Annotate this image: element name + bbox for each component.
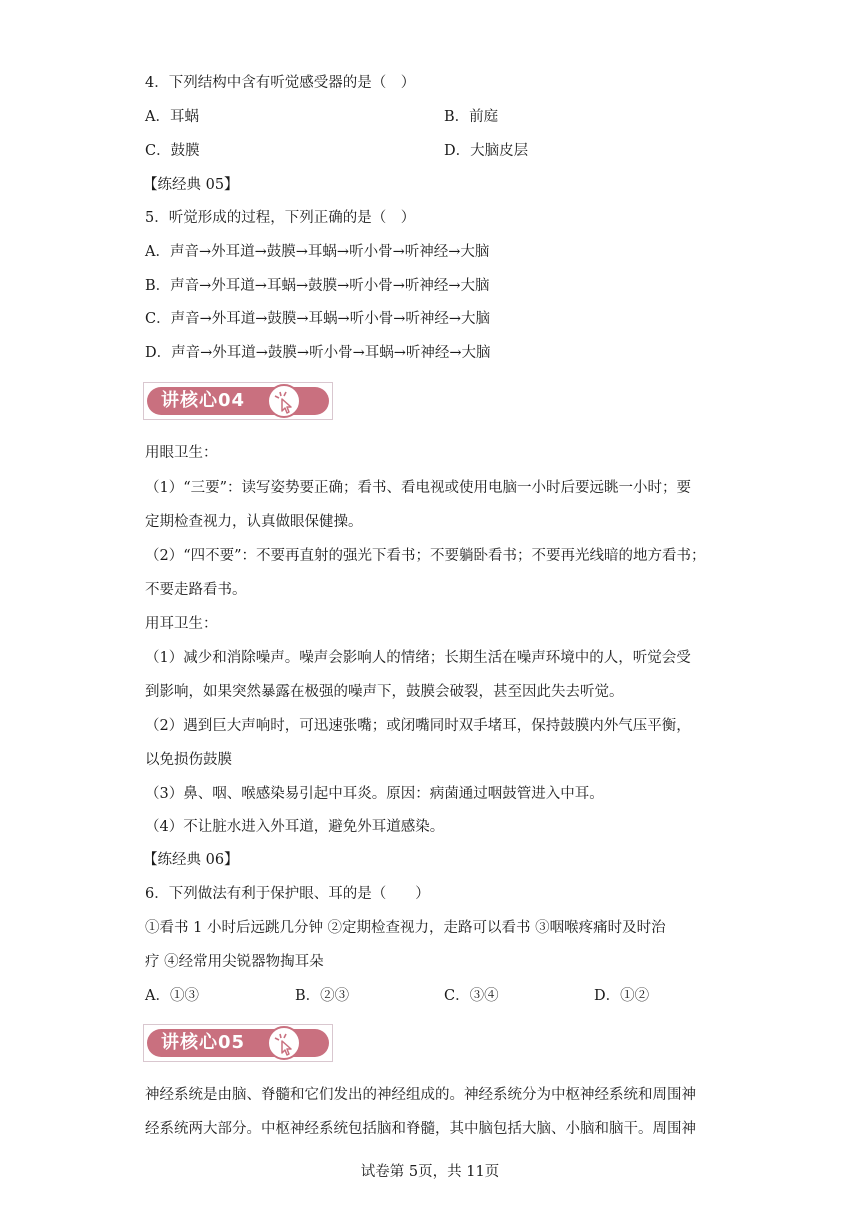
cursor-click-icon [267,1026,301,1060]
practice-06-heading: 【练经典 06】 [143,852,239,868]
q5-option-d: D．声音→外耳道→鼓膜→听小骨→耳蜗→听神经→大脑 [145,345,491,361]
eye-point-2-line-1: （2）“四不要”：不要再直射的强光下看书；不要躺卧看书；不要再光线暗的地方看书； [145,548,706,564]
q5-option-c: C．声音→外耳道→鼓膜→耳蜗→听小骨→听神经→大脑 [145,311,490,327]
ear-point-1-line-1: （1）减少和消除噪声。噪声会影响人的情绪；长期生活在噪声环境中的人，听觉会受 [145,650,691,666]
banner-pill [147,1029,329,1057]
eye-point-1-line-2: 定期检查视力，认真做眼保健操。 [145,514,363,530]
ear-point-1-line-2: 到影响，如果突然暴露在极强的噪声下，鼓膜会破裂，甚至因此失去听觉。 [145,684,624,700]
banner-pill [147,387,329,415]
q4-option-c: C．鼓膜 [145,143,200,159]
q6-option-c: C．③④ [444,988,499,1004]
q6-items-line-2: 疗 ④经常用尖锐器物掏耳朵 [145,954,324,970]
ear-point-4: （4）不让脏水进入外耳道，避免外耳道感染。 [145,819,445,835]
q4-option-a: A．耳蜗 [145,109,199,125]
core-04-label: 讲核心04 [161,390,246,411]
q6-option-d: D．①② [594,988,650,1004]
ear-point-2-line-2: 以免损伤鼓膜 [145,752,232,768]
q5-option-a: A．声音→外耳道→鼓膜→耳蜗→听小骨→听神经→大脑 [145,244,490,260]
ear-point-2-line-1: （2）遇到巨大声响时，可迅速张嘴；或闭嘴同时双手堵耳，保持鼓膜内外气压平衡， [145,718,691,734]
q4-option-d: D．大脑皮层 [444,143,529,159]
ear-hygiene-title: 用耳卫生： [145,616,218,632]
core-04-banner [143,382,333,420]
eye-hygiene-title: 用眼卫生： [145,445,218,461]
practice-05-heading: 【练经典 05】 [143,177,239,193]
eye-point-2-line-2: 不要走路看书。 [145,582,247,598]
q6-items-line-1: ①看书 1 小时后远跳几分钟 ②定期检查视力，走路可以看书 ③咽喉疼痛时及时治 [145,920,666,936]
core-05-banner [143,1024,333,1062]
q5-option-b: B．声音→外耳道→耳蜗→鼓膜→听小骨→听神经→大脑 [145,278,490,294]
eye-point-1-line-1: （1）“三要”：读写姿势要正确；看书、看电视或使用电脑一小时后要远眺一小时；要 [145,480,692,496]
core-05-label: 讲核心05 [161,1032,246,1053]
ear-point-3: （3）鼻、咽、喉感染易引起中耳炎。原因：病菌通过咽鼓管进入中耳。 [145,786,604,802]
q4-option-b: B．前庭 [444,109,499,125]
q5-stem: 5．听觉形成的过程，下列正确的是（ ） [145,210,416,226]
q6-option-b: B．②③ [295,988,350,1004]
page-footer: 试卷第 5页，共 11页 [360,1164,500,1180]
q6-stem: 6．下列做法有利于保护眼、耳的是（ ） [145,886,430,902]
q6-option-a: A．①③ [145,988,199,1004]
q4-stem: 4．下列结构中含有听觉感受器的是（ ） [145,75,416,91]
nerve-line-1: 神经系统是由脑、脊髓和它们发出的神经组成的。神经系统分为中枢神经系统和周围神 [145,1087,696,1103]
nerve-line-2: 经系统两大部分。中枢神经系统包括脑和脊髓，其中脑包括大脑、小脑和脑干。周围神 [145,1121,696,1137]
cursor-click-icon [267,384,301,418]
